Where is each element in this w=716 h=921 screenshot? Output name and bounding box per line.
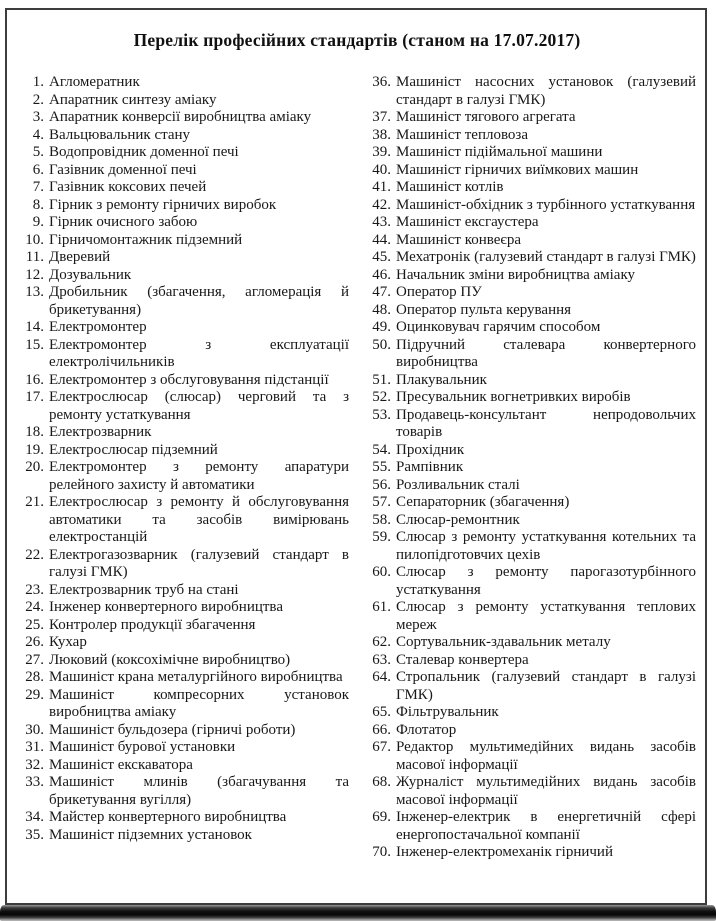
item-number: 24. [25, 599, 44, 615]
item-number: 18. [25, 424, 44, 440]
item-label: Дверевий [49, 249, 111, 265]
item-number: 23. [25, 581, 44, 598]
list-item [18, 179, 349, 197]
item-number: 36. [372, 74, 391, 90]
item-label: Машиніст конвеєра [396, 231, 522, 248]
item-label: Продавець-консультант непродовольчих товарів [396, 406, 696, 440]
list-item [365, 739, 696, 774]
item-label: Плакувальник [396, 371, 487, 388]
standards-list [18, 74, 696, 862]
item-number: 1. [32, 74, 44, 90]
list-item [365, 407, 696, 442]
list-item [365, 109, 696, 127]
list-column [365, 74, 696, 862]
item-number: 43. [372, 214, 391, 230]
item-number: 25. [25, 616, 44, 633]
item-label: Машиніст-обхідник з турбінного устаткування [396, 196, 696, 213]
item-label: Сталевар конвертера [396, 651, 529, 668]
item-number: 14. [25, 319, 44, 335]
list-item [365, 372, 696, 390]
list-item [18, 337, 349, 372]
list-item [18, 687, 349, 722]
item-number: 38. [372, 126, 391, 143]
item-number: 15. [25, 336, 44, 353]
item-number: 35. [25, 826, 44, 843]
item-number: 9. [32, 214, 44, 230]
item-label: Газівник доменної печі [49, 161, 197, 178]
item-label: Контролер продукції збагачення [49, 616, 256, 633]
item-label: Апаратник конверсії виробництва аміаку [49, 109, 312, 125]
item-label: Гірник очисного забою [49, 214, 198, 230]
item-number: 67. [372, 739, 391, 755]
item-number: 30. [25, 721, 44, 738]
item-label: Розливальник сталі [396, 476, 520, 493]
item-number: 5. [32, 144, 44, 160]
item-number: 19. [25, 441, 44, 458]
item-label: Дозувальник [49, 266, 132, 283]
list-item [365, 669, 696, 704]
list-item [365, 232, 696, 250]
item-label: Слюсар з ремонту парогазотурбінного устаткування [396, 564, 696, 598]
item-label: Інженер конвертерного виробництва [49, 599, 283, 615]
item-number: 21. [25, 494, 44, 510]
item-label: Оператор пульта керування [396, 301, 572, 318]
page-edge-shadow [0, 905, 716, 921]
item-number: 32. [25, 756, 44, 773]
item-label: Електромонтер [49, 319, 147, 335]
list-item [365, 179, 696, 197]
list-item [365, 512, 696, 530]
list-item [365, 337, 696, 372]
item-number: 44. [372, 231, 391, 248]
item-number: 53. [372, 406, 391, 423]
item-number: 6. [32, 161, 44, 178]
item-number: 13. [25, 284, 44, 300]
item-label: Сортувальник-здавальник металу [396, 634, 611, 650]
item-label: Електрослюсар (слюсар) черговий та з ремонту устаткування [49, 389, 349, 423]
item-number: 63. [372, 651, 391, 668]
list-item [18, 74, 349, 92]
item-label: Мехатронік (галузевий стандарт в галузі ГМК) [396, 249, 696, 265]
item-label: Машиніст тягового агрегата [396, 109, 576, 125]
page-title: Перелік професійних стандартів (станом на 17.07.2017) [133, 30, 581, 50]
item-label: Електромонтер з ремонту апаратури релейного захисту й автоматики [49, 459, 349, 493]
list-item [365, 197, 696, 215]
item-number: 62. [372, 634, 391, 650]
item-number: 20. [25, 459, 44, 475]
item-number: 48. [372, 301, 391, 318]
item-label: Вальцювальник стану [49, 126, 191, 143]
list-item [18, 669, 349, 687]
item-number: 70. [372, 844, 391, 860]
list-item [365, 214, 696, 232]
list-item [18, 722, 349, 740]
list-item [365, 319, 696, 337]
item-label: Дробильник (збагачення, агломерація й брикетування) [49, 284, 349, 318]
item-number: 7. [32, 179, 44, 195]
list-item [18, 389, 349, 424]
item-number: 45. [372, 249, 391, 265]
item-label: Начальник зміни виробництва аміаку [396, 266, 636, 283]
item-number: 41. [372, 179, 391, 195]
item-number: 27. [25, 651, 44, 668]
list-item [365, 127, 696, 145]
item-number: 49. [372, 319, 391, 335]
item-label: Пресувальник вогнетривких виробів [396, 389, 631, 405]
list-item [18, 809, 349, 827]
list-item [18, 652, 349, 670]
list-item [18, 162, 349, 180]
item-label: Агломератник [49, 74, 140, 90]
list-item [18, 494, 349, 547]
item-label: Фільтрувальник [396, 704, 499, 720]
list-item [18, 739, 349, 757]
item-number: 4. [32, 126, 44, 143]
item-number: 2. [32, 91, 44, 108]
item-number: 16. [25, 371, 44, 388]
item-label: Прохідник [396, 441, 465, 458]
item-number: 8. [32, 196, 44, 213]
item-label: Водопровідник доменної печі [49, 144, 239, 160]
item-number: 42. [372, 196, 391, 213]
list-item [18, 144, 349, 162]
item-label: Машиніст насосних установок (галузевий стандарт в галузі ГМК) [396, 74, 696, 108]
list-item [18, 214, 349, 232]
item-number: 26. [25, 634, 44, 650]
list-item [18, 442, 349, 460]
item-number: 40. [372, 161, 391, 178]
item-number: 37. [372, 109, 391, 125]
item-label: Електрозварник труб на стані [49, 581, 239, 598]
list-item [365, 652, 696, 670]
item-number: 12. [25, 266, 44, 283]
list-item [18, 547, 349, 582]
list-item [18, 92, 349, 110]
list-item [365, 459, 696, 477]
item-label: Електрогазозварник (галузевий стандарт в галузі ГМК) [49, 546, 349, 580]
list-item [365, 389, 696, 407]
list-item [18, 774, 349, 809]
list-item [365, 774, 696, 809]
item-label: Підручний сталевара конвертерного виробництва [396, 336, 696, 370]
item-number: 11. [25, 249, 44, 265]
item-label: Машиніст тепловоза [396, 126, 529, 143]
list-item [18, 599, 349, 617]
item-label: Журналіст мультимедійних видань засобів масової інформації [396, 774, 696, 808]
list-item [365, 844, 696, 862]
list-item [365, 564, 696, 599]
item-number: 59. [372, 529, 391, 545]
list-item [18, 127, 349, 145]
list-item [18, 634, 349, 652]
list-item [365, 494, 696, 512]
list-item [365, 442, 696, 460]
item-label: Стропальник (галузевий стандарт в галузі ГМК) [396, 669, 696, 703]
item-number: 28. [25, 669, 44, 685]
item-label: Слюсар-ремонтник [396, 511, 520, 528]
item-label: Електромонтер з експлуатації електролічильників [49, 336, 349, 370]
item-label: Люковий (коксохімічне виробництво) [49, 651, 291, 668]
item-number: 46. [372, 266, 391, 283]
item-number: 31. [25, 739, 44, 755]
list-item [18, 827, 349, 845]
item-label: Інженер-електромеханік гірничий [396, 844, 613, 860]
list-item [365, 529, 696, 564]
item-label: Машиніст ексгаустера [396, 214, 539, 230]
item-label: Машиніст підіймальної машини [396, 144, 603, 160]
item-number: 61. [372, 599, 391, 615]
list-item [365, 722, 696, 740]
item-number: 3. [32, 109, 44, 125]
list-item [18, 249, 349, 267]
item-label: Машиніст котлів [396, 179, 504, 195]
item-label: Електрозварник [49, 424, 152, 440]
item-label: Гірник з ремонту гірничих виробок [49, 196, 277, 213]
list-item [365, 162, 696, 180]
item-number: 68. [372, 774, 391, 790]
list-item [18, 372, 349, 390]
list-item [365, 144, 696, 162]
item-number: 39. [372, 144, 391, 160]
item-label: Гірничомонтажник підземний [49, 231, 243, 248]
list-item [18, 757, 349, 775]
list-item [365, 634, 696, 652]
item-label: Рампівник [396, 459, 464, 475]
list-item [18, 582, 349, 600]
list-item [18, 459, 349, 494]
item-label: Електрослюсар з ремонту й обслуговування автоматики та засобів вимірювань електростанцій [49, 494, 349, 545]
item-label: Редактор мультимедійних видань засобів масової інформації [396, 739, 696, 773]
item-number: 47. [372, 284, 391, 300]
list-item [18, 617, 349, 635]
item-number: 54. [372, 441, 391, 458]
list-item [18, 109, 349, 127]
item-label: Електромонтер з обслуговування підстанції [49, 371, 329, 388]
item-number: 33. [25, 774, 44, 790]
item-label: Апаратник синтезу аміаку [49, 91, 217, 108]
item-label: Слюсар з ремонту устаткування котельних та пилопідготовчих цехів [396, 529, 696, 563]
page-frame [5, 8, 707, 905]
item-label: Флотатор [396, 721, 457, 738]
list-item [18, 319, 349, 337]
item-number: 22. [25, 546, 44, 563]
item-number: 34. [25, 809, 44, 825]
list-item [365, 302, 696, 320]
item-label: Машиніст підземних установок [49, 826, 252, 843]
list-item [365, 599, 696, 634]
item-number: 52. [372, 389, 391, 405]
item-label: Машиніст бурової установки [49, 739, 236, 755]
item-number: 64. [372, 669, 391, 685]
list-item [365, 74, 696, 109]
item-number: 66. [372, 721, 391, 738]
list-item [18, 267, 349, 285]
item-label: Кухар [49, 634, 87, 650]
list-item [365, 267, 696, 285]
list-item [365, 249, 696, 267]
item-number: 60. [372, 564, 391, 580]
list-item [365, 809, 696, 844]
item-number: 29. [25, 686, 44, 703]
item-label: Майстер конвертерного виробництва [49, 809, 287, 825]
list-item [18, 424, 349, 442]
item-number: 57. [372, 494, 391, 510]
item-label: Оцинковувач гарячим способом [396, 319, 601, 335]
item-number: 65. [372, 704, 391, 720]
list-item [365, 284, 696, 302]
item-label: Оператор ПУ [396, 284, 482, 300]
list-item [365, 704, 696, 722]
list-column [18, 74, 349, 862]
page-content [7, 10, 705, 862]
list-item [365, 477, 696, 495]
item-label: Машиніст бульдозера (гірничі роботи) [49, 721, 296, 738]
item-number: 17. [25, 389, 44, 405]
item-label: Машиніст млинів (збагачування та брикетування вугілля) [49, 774, 349, 808]
item-label: Машиніст екскаватора [49, 756, 193, 773]
item-label: Слюсар з ремонту устаткування теплових мереж [396, 599, 696, 633]
item-number: 10. [25, 231, 44, 248]
item-number: 51. [372, 371, 391, 388]
item-number: 58. [372, 511, 391, 528]
item-label: Машиніст гірничих виїмкових машин [396, 161, 639, 178]
item-label: Сепараторник (збагачення) [396, 494, 570, 510]
item-number: 55. [372, 459, 391, 475]
item-label: Електрослюсар підземний [49, 441, 218, 458]
item-number: 50. [372, 336, 391, 353]
item-label: Газівник коксових печей [49, 179, 207, 195]
item-number: 69. [372, 809, 391, 825]
item-number: 56. [372, 476, 391, 493]
list-item [18, 284, 349, 319]
list-item [18, 197, 349, 215]
list-item [18, 232, 349, 250]
item-label: Машиніст крана металургійного виробництва [49, 669, 343, 685]
item-label: Машиніст компресорних установок виробництва аміаку [49, 686, 349, 720]
item-label: Інженер-електрик в енергетичній сфері енергопостачальної компанії [396, 809, 696, 843]
